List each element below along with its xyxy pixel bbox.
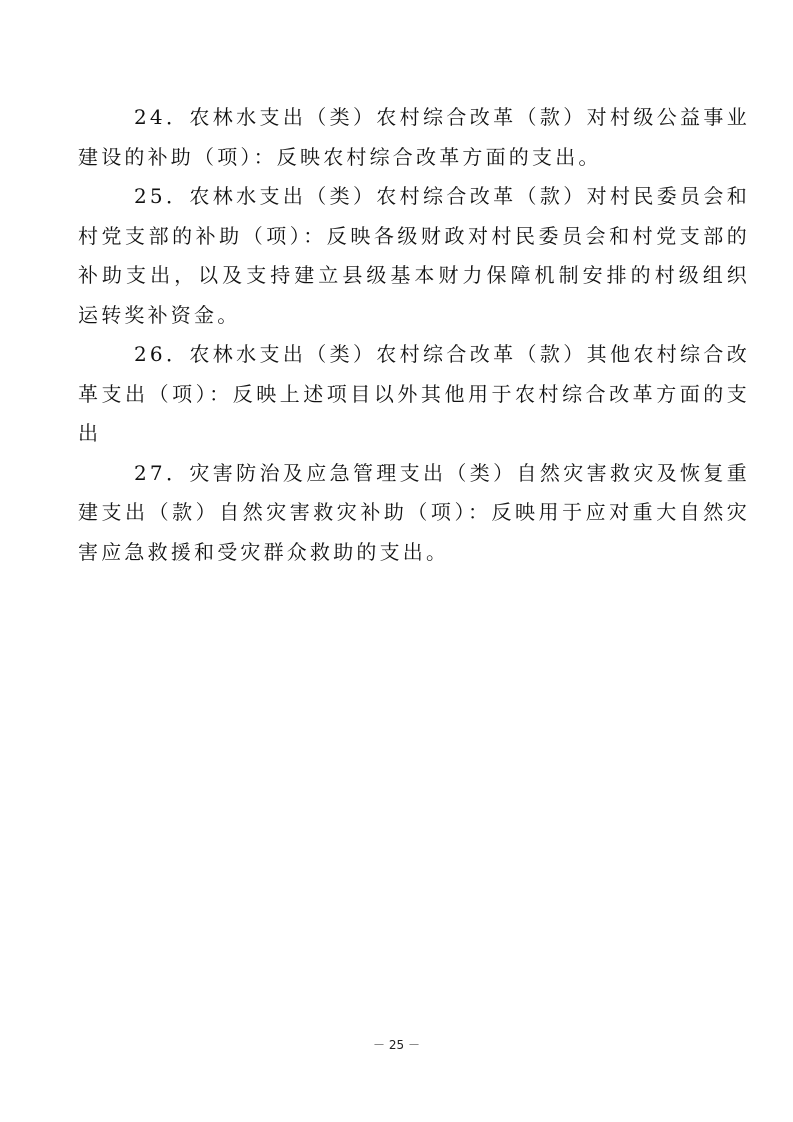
paragraph-24: 24．农林水支出（类）农村综合改革（款）对村级公益事业建设的补助（项）：反映农村综合改革方面的支出。 — [78, 105, 750, 169]
paragraph-27: 27．灾害防治及应急管理支出（类）自然灾害救灾及恢复重建支出（款）自然灾害救灾补助（项）：反映用于应对重大自然灾害应急救援和受灾群众救助的支出。 — [78, 460, 750, 564]
paragraph-26: 26．农林水支出（类）农村综合改革（款）其他农村综合改革支出（项）：反映上述项目以外其他用于农村综合改革方面的支出 — [78, 342, 750, 445]
page-number: － 25 － — [373, 1038, 420, 1052]
paragraph-25: 25．农林水支出（类）农村综合改革（款）对村民委员会和村党支部的补助（项）：反映各级财政对村民委员会和村党支部的补助支出，以及支持建立县级基本财力保障机制安排的村级组织运转奖补资金。 — [78, 184, 750, 327]
body-text — [78, 98, 750, 572]
